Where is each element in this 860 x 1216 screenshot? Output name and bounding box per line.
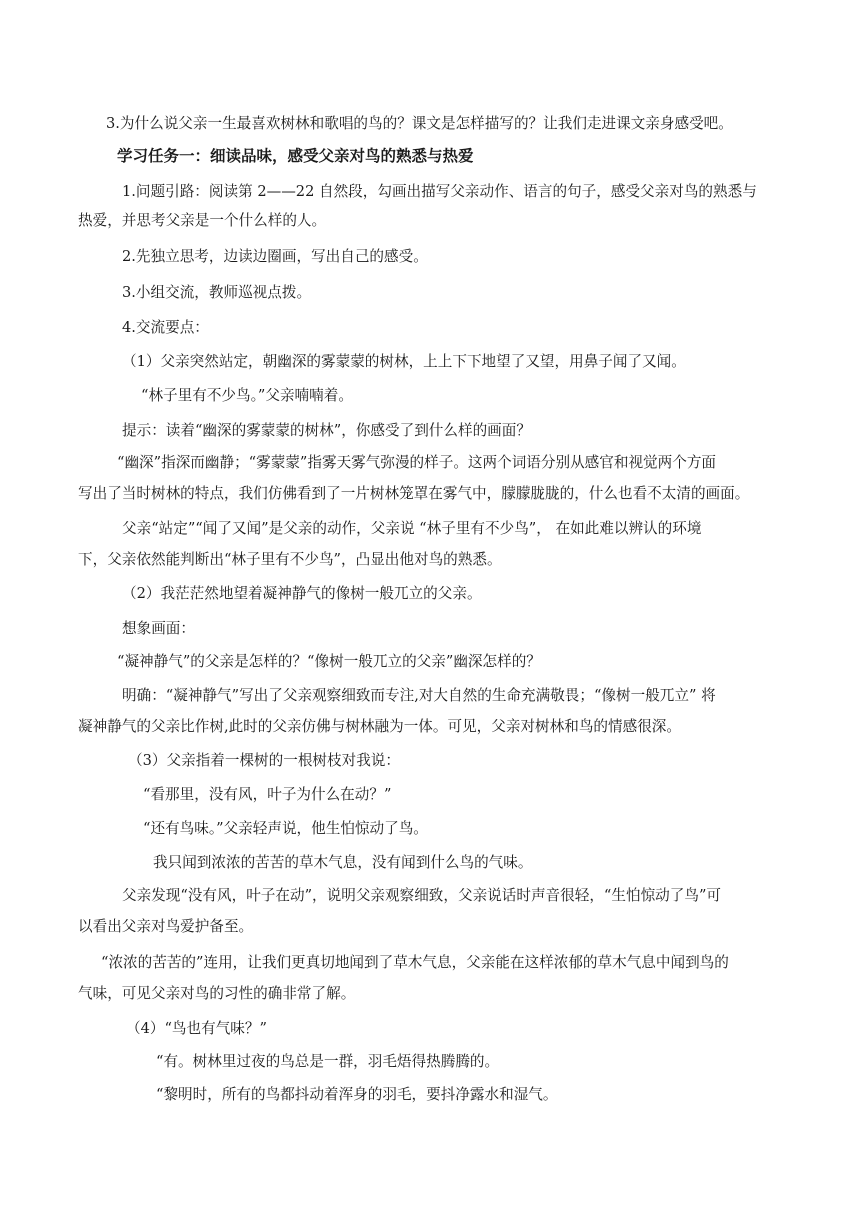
paragraph-line: “幽深”指深而幽静；“雾蒙蒙”指雾天雾气弥漫的样子。这两个词语分别从感官和视觉两个方面 [117,454,717,471]
paragraph-line: “有。树林里过夜的鸟总是一群，羽毛焐得热腾腾的。 [156,1053,500,1070]
paragraph-line: “林子里有不少鸟。”父亲喃喃着。 [141,387,353,404]
paragraph-line: 明确：“凝神静气”写出了父亲观察细致而专注,对大自然的生命充满敬畏；“像树一般兀立” 将 [122,687,716,704]
paragraph-line: （4）“鸟也有气味？” [126,1020,267,1037]
paragraph-line: 3.为什么说父亲一生最喜欢树林和歌唱的鸟的？课文是怎样描写的？让我们走进课文亲身感受吧。 [106,115,733,132]
paragraph-line: 以看出父亲对鸟爱护备至。 [78,918,254,935]
paragraph-line: （3）父亲指着一棵树的一根树枝对我说： [128,752,400,769]
paragraph-line: 气味，可见父亲对鸟的习性的确非常了解。 [78,985,356,1002]
paragraph-line: （1）父亲突然站定，朝幽深的雾蒙蒙的树林，上上下下地望了又望，用鼻子闻了又闻。 [122,353,686,370]
paragraph-line: “还有鸟味。”父亲轻声说，他生怕惊动了鸟。 [143,820,428,837]
paragraph-line: （2）我茫茫然地望着凝神静气的像树一般兀立的父亲。 [122,585,482,602]
paragraph-line: 我只闻到浓浓的苦苦的草木气息，没有闻到什么鸟的气味。 [153,854,533,871]
paragraph-line: 4.交流要点： [122,319,209,336]
paragraph-line: 2.先独立思考，边读边圈画，写出自己的感受。 [122,248,428,265]
paragraph-line: 3.小组交流，教师巡视点拨。 [122,284,312,301]
paragraph-line: 父亲发现“没有风，叶子在动”，说明父亲观察细致，父亲说话时声音很轻，“生怕惊动了鸟”可 [122,887,722,904]
paragraph-line: 热爱，并思考父亲是一个什么样的人。 [78,212,327,229]
paragraph-line: 1.问题引路：阅读第 2——22 自然段，勾画出描写父亲动作、语言的句子，感受父亲对鸟的熟悉与 [122,183,757,200]
section-heading: 学习任务一：细读品味，感受父亲对鸟的熟悉与热爱 [117,147,474,165]
paragraph-line: 父亲“站定”“闻了又闻”是父亲的动作，父亲说 “林子里有不少鸟”， 在如此难以辨认的环境 [122,520,702,537]
paragraph-line: 提示：读着“幽深的雾蒙蒙的树林”，你感受了到什么样的画面？ [122,422,531,439]
paragraph-line: 想象画面： [122,620,195,637]
paragraph-line: 下，父亲依然能判断出“林子里有不少鸟”，凸显出他对鸟的熟悉。 [78,551,502,568]
paragraph-line: 写出了当时树林的特点，我们仿佛看到了一片树林笼罩在雾气中，朦朦胧胧的，什么也看不太清的画面。 [78,485,750,502]
paragraph-line: “黎明时，所有的鸟都抖动着浑身的羽毛，要抖净露水和湿气。 [156,1086,558,1103]
paragraph-line: “看那里，没有风，叶子为什么在动？” [143,786,392,803]
paragraph-line: “浓浓的苦苦的”连用，让我们更真切地闻到了草木气息，父亲能在这样浓郁的草木气息中闻到鸟的 [101,954,729,971]
paragraph-line: 凝神静气的父亲比作树,此时的父亲仿佛与树林融为一体。可见，父亲对树林和鸟的情感很深。 [78,718,681,735]
paragraph-line: “凝神静气”的父亲是怎样的？“像树一般兀立的父亲”幽深怎样的？ [117,653,541,670]
